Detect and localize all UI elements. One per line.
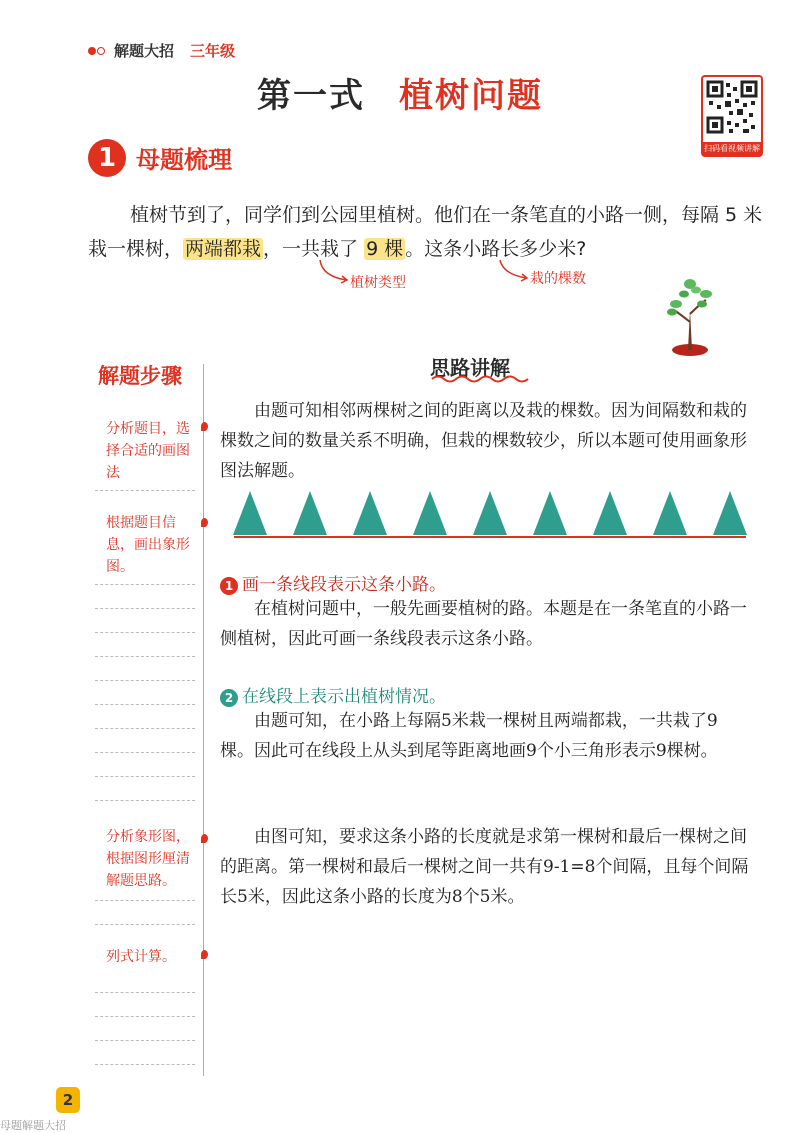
divider xyxy=(95,800,195,801)
section-number-badge: 1 xyxy=(88,139,126,177)
annotation-tree-type: 植树类型 xyxy=(350,275,406,291)
tree-triangle xyxy=(533,491,567,535)
divider xyxy=(95,704,195,705)
divider xyxy=(95,632,195,633)
tree-triangle xyxy=(293,491,327,535)
tree-diagram xyxy=(230,488,750,544)
qr-caption: 扫码看视频讲解 xyxy=(704,144,760,153)
wavy-underline xyxy=(430,374,536,384)
highlight-both-ends: 两端都栽 xyxy=(185,238,262,260)
page-title xyxy=(0,68,800,117)
tree-triangle xyxy=(413,491,447,535)
heading-number-2: 2 xyxy=(220,689,238,707)
tree-triangle xyxy=(233,491,267,535)
step-marker-4 xyxy=(201,950,208,959)
step-body-2: 由题可知，在小路上每隔5米栽一棵树且两端都栽，一共栽了9棵。因此可在线段上从头到尾等距离地画9个小三角形表示9棵树。 xyxy=(220,711,718,761)
timeline-line xyxy=(203,364,204,1076)
series-name: 解题大招 xyxy=(114,42,175,60)
analysis-paragraph: 由图可知，要求这条小路的长度就是求第一棵树和最后一棵树之间的距离。第一棵树和最后一棵树之间一共有9-1=8个间隔，且每个间隔长5米，因此这条小路的长度为8个5米。 xyxy=(220,827,749,907)
watermark: 母题解题大招 xyxy=(0,1119,66,1132)
tree-triangle xyxy=(593,491,627,535)
divider xyxy=(95,656,195,657)
problem-text-2: ，一共栽了 xyxy=(263,238,365,260)
sapling-icon xyxy=(664,270,716,360)
intro-paragraph: 由题可知相邻两棵树之间的距离以及栽的棵数。因为间隔数和栽的棵数之间的数量关系不明确，但栽的棵数较少，所以本题可使用画象形图法解题。 xyxy=(220,401,747,481)
heading-number-1: 1 xyxy=(220,577,238,595)
divider xyxy=(95,1064,195,1065)
divider xyxy=(95,1016,195,1017)
divider xyxy=(95,608,195,609)
step-marker-3 xyxy=(201,834,208,843)
grade-label: 三年级 xyxy=(190,42,236,60)
divider xyxy=(95,490,195,491)
divider xyxy=(95,900,195,901)
step-marker-2 xyxy=(201,518,208,527)
tree-triangle xyxy=(713,491,747,535)
step-heading-2 xyxy=(220,682,446,707)
step-heading-1 xyxy=(220,570,446,595)
step-1: 分析题目，选择合适的画图法 xyxy=(106,421,190,481)
steps-title: 解题步骤 xyxy=(98,364,182,388)
heading-text-1: 画一条线段表示这条小路。 xyxy=(242,575,446,595)
page-number: 2 xyxy=(56,1087,80,1113)
qr-code[interactable] xyxy=(701,75,763,157)
problem-text-3: 。这条小路长多少米? xyxy=(405,238,587,260)
step-2: 根据题目信息，画出象形图。 xyxy=(106,515,190,575)
step-body-1: 在植树问题中，一般先画要植树的路。本题是在一条笔直的小路一侧植树，因此可画一条线段表示这条小路。 xyxy=(220,599,747,649)
divider xyxy=(95,752,195,753)
problem-text-1: 植树节到了，同学们到公园里植树。他们在一条笔直的小路一侧，每隔 5 米栽一棵树， xyxy=(88,204,763,260)
tree-triangle xyxy=(473,491,507,535)
tree-triangle xyxy=(653,491,687,535)
title-part1: 第一式 xyxy=(257,76,365,116)
heading-text-2: 在线段上表示出植树情况。 xyxy=(242,687,446,707)
step-marker-1 xyxy=(201,422,208,431)
divider xyxy=(95,1040,195,1041)
divider xyxy=(95,776,195,777)
annotation-arrows xyxy=(300,258,560,288)
thought-title: 思路讲解 xyxy=(430,356,510,380)
annotation-tree-count: 栽的棵数 xyxy=(530,271,586,287)
divider xyxy=(95,992,195,993)
divider xyxy=(95,680,195,681)
tree-triangle xyxy=(353,491,387,535)
divider xyxy=(95,924,195,925)
qr-code-icon xyxy=(705,79,759,137)
series-header xyxy=(88,40,235,61)
highlight-tree-count: 9 棵 xyxy=(366,238,404,260)
problem-statement xyxy=(88,198,768,266)
decorative-dots-icon xyxy=(88,46,108,56)
step-3: 分析象形图，根据图形厘清解题思路。 xyxy=(106,829,190,889)
section-title: 母题梳理 xyxy=(136,146,232,174)
divider xyxy=(95,728,195,729)
divider xyxy=(95,584,195,585)
title-part2: 植树问题 xyxy=(399,76,543,116)
step-4: 列式计算。 xyxy=(106,949,176,965)
